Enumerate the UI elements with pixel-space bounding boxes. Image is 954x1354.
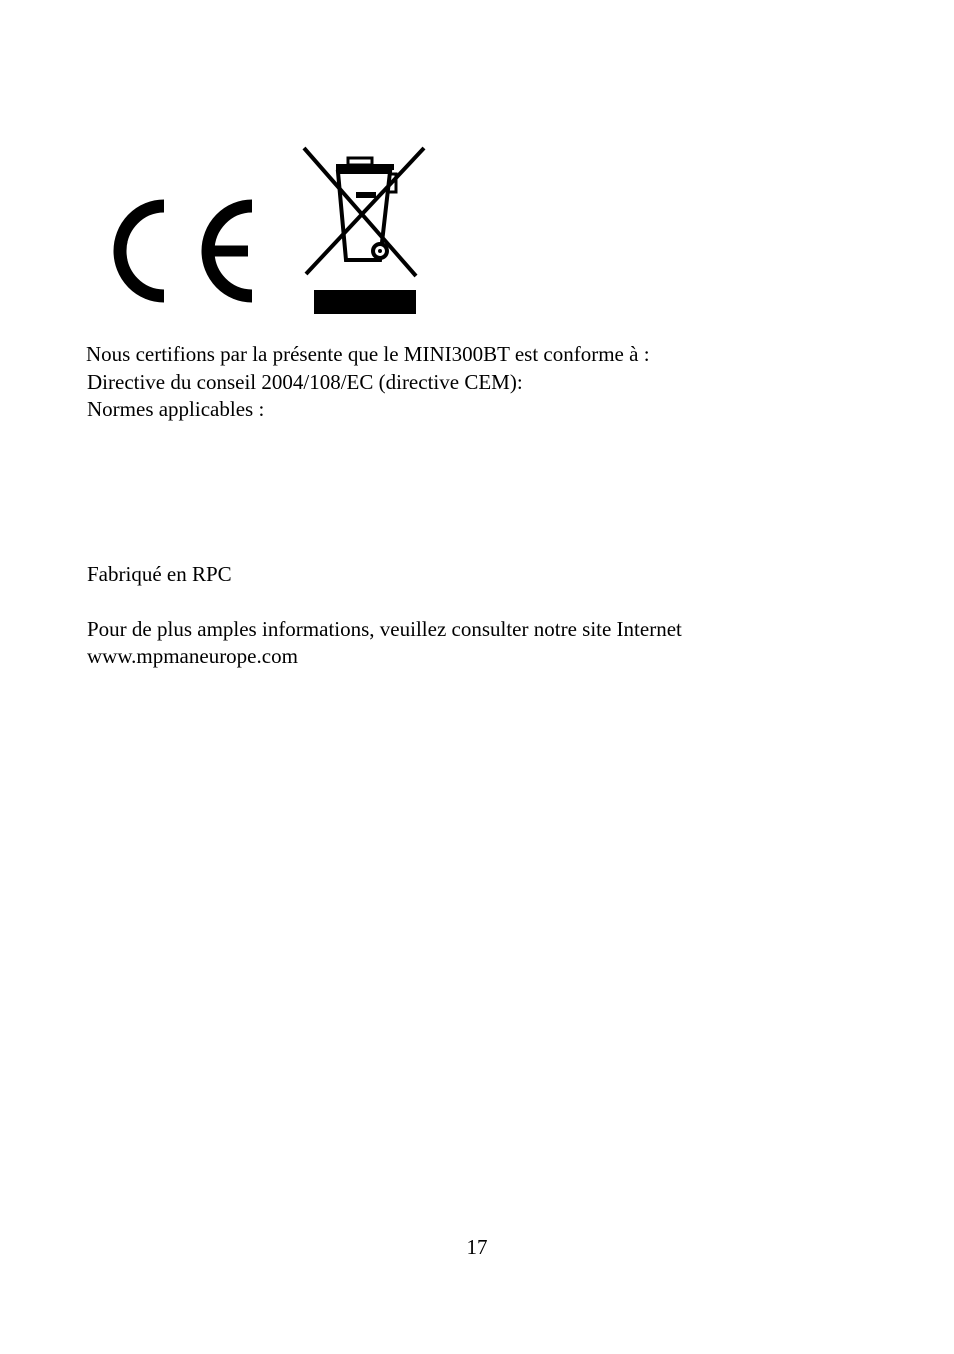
declaration-line: Nous certifions par la présente que le MINI300BT est conforme à :: [86, 342, 650, 366]
website-url: www.mpmaneurope.com: [87, 644, 298, 668]
ce-mark-icon: [108, 196, 258, 306]
standards-line: Normes applicables :: [87, 397, 265, 421]
crossed-out-bin-icon: [300, 144, 430, 314]
certification-logos: [100, 140, 440, 320]
origin-line: Fabriqué en RPC: [87, 562, 232, 586]
directive-line: Directive du conseil 2004/108/EC (directive CEM):: [87, 370, 523, 394]
page-number: 17: [466, 1235, 488, 1259]
info-text: Pour de plus amples informations, veuillez consulter notre site Internet: [87, 617, 682, 641]
